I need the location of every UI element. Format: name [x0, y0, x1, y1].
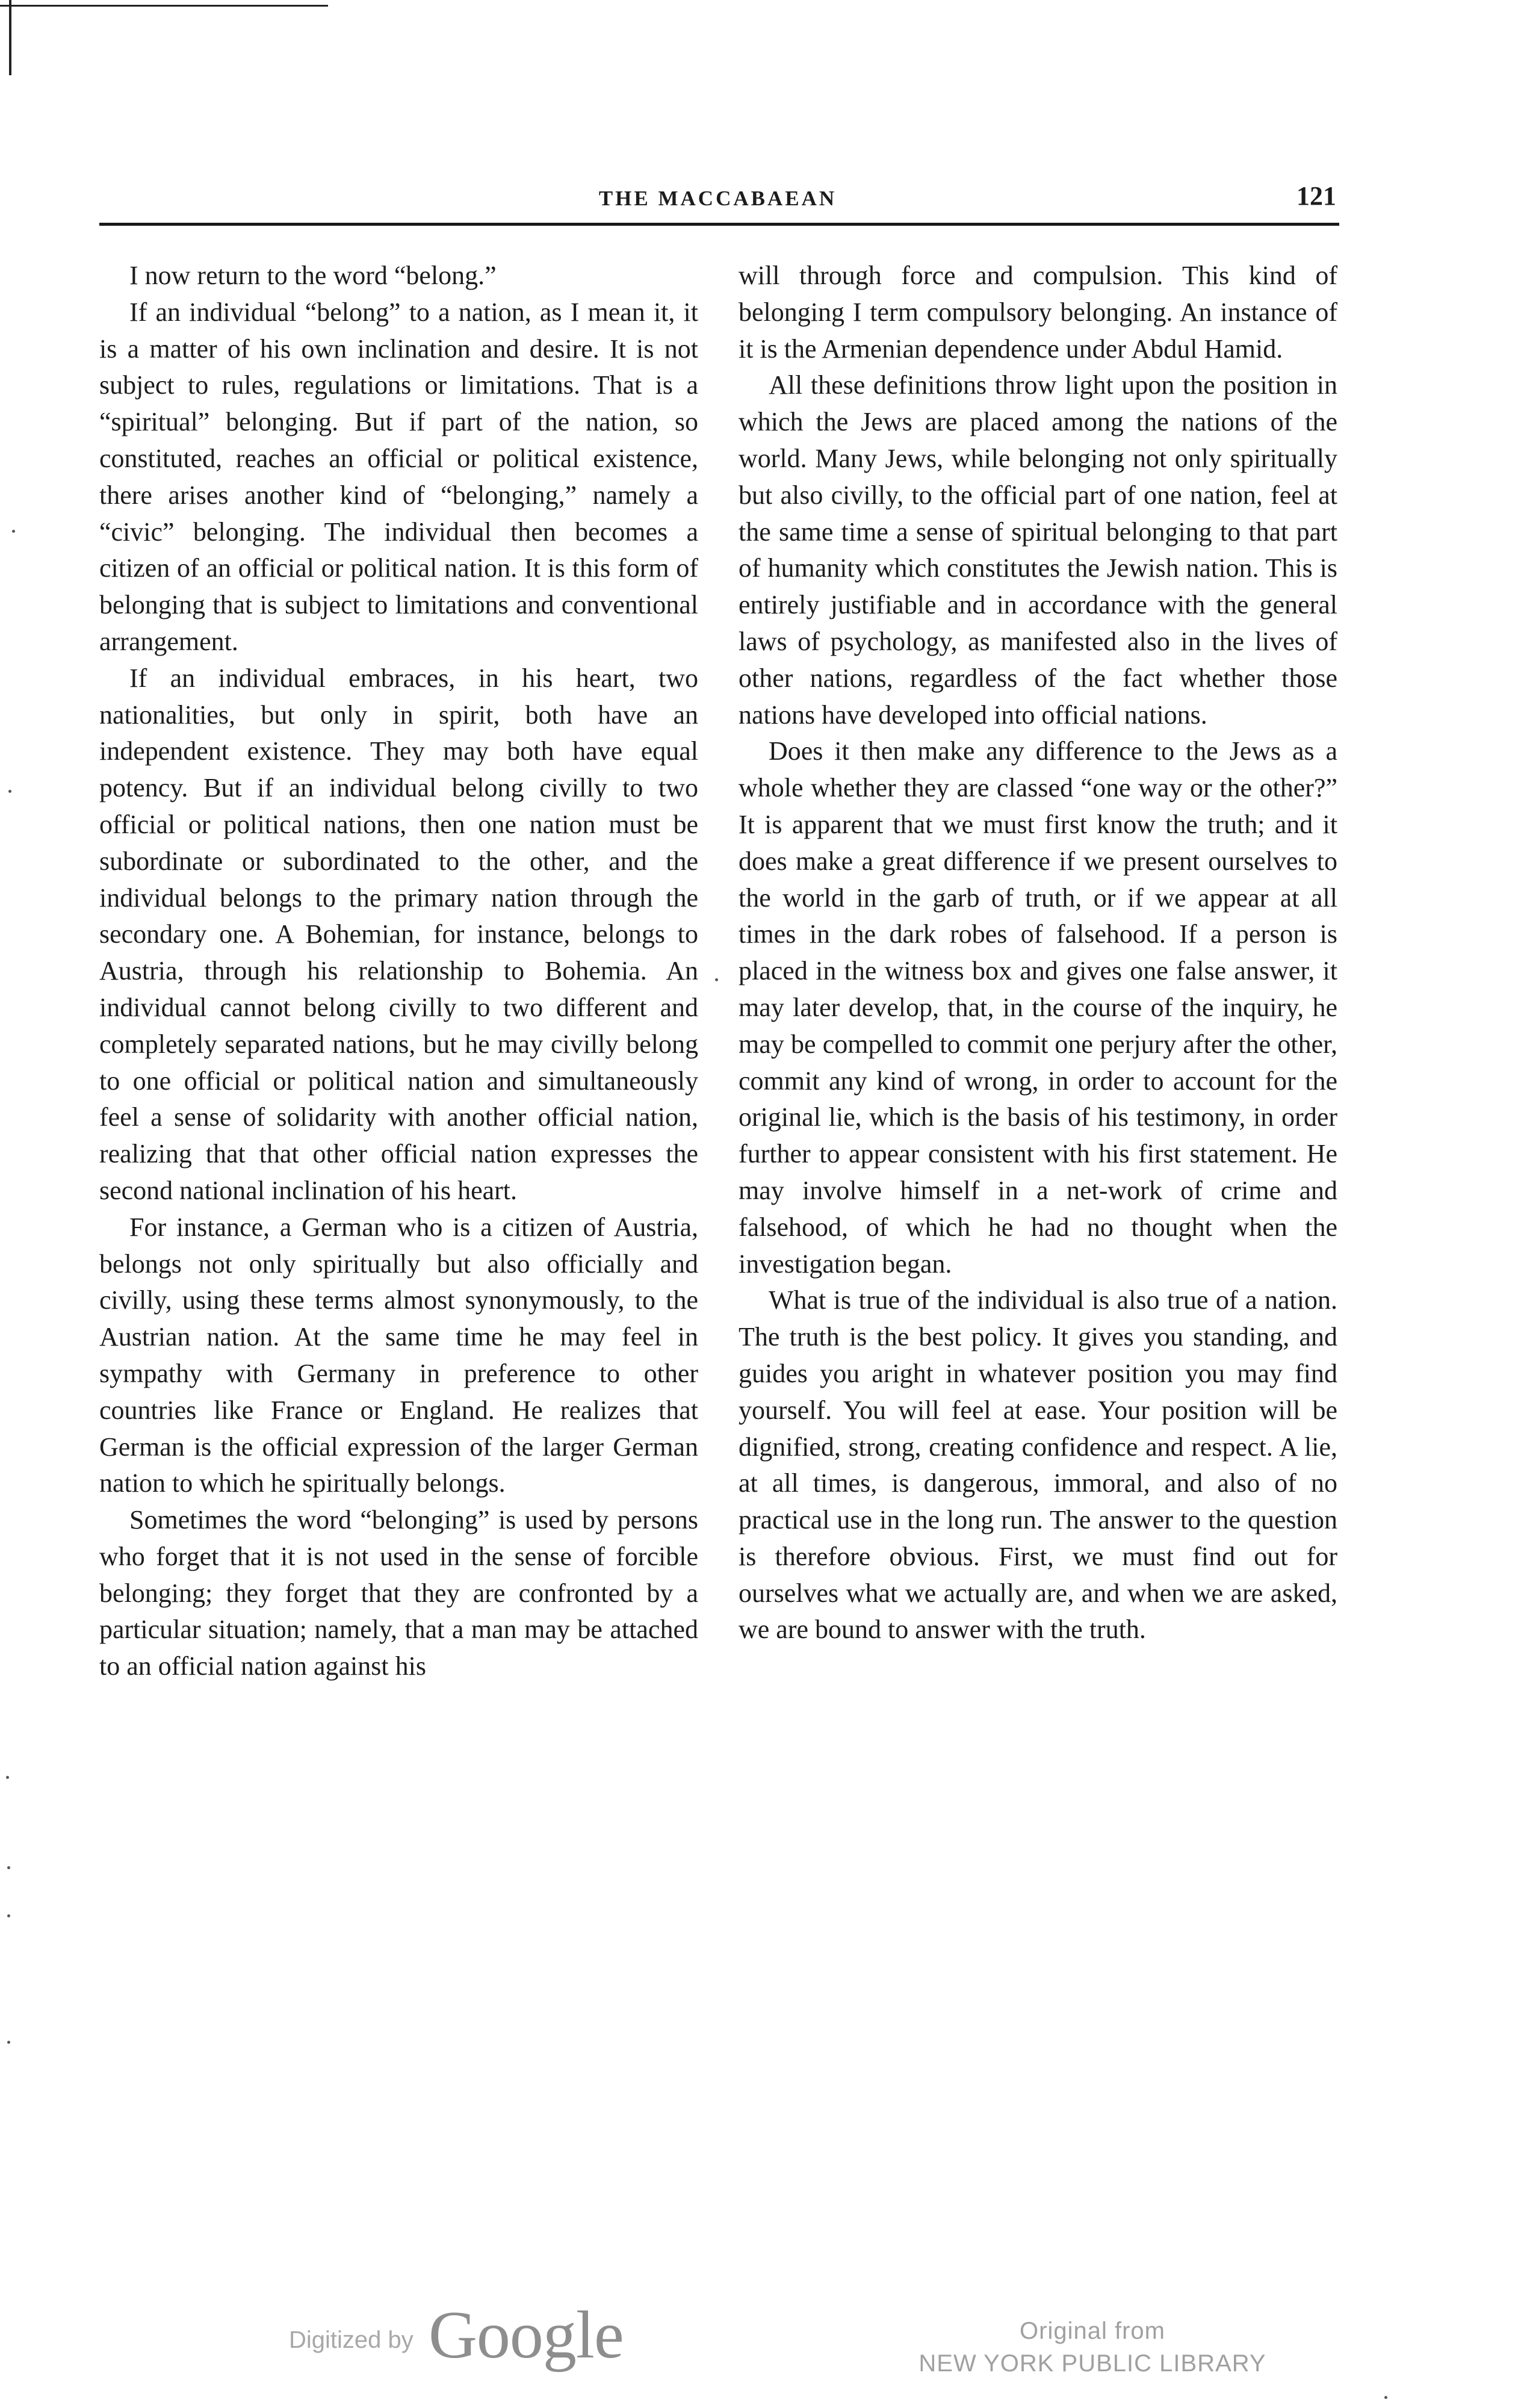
left-column — [99, 258, 698, 1685]
paragraph: All these definitions throw light upon the position in which the Jews are placed among the nations of the world. Many Jews, while belonging not only spiritually but also civilly, to the official part of one nation, feel at the same time a sense of spiritual belonging to that part of humanity which constitutes the Jewish nation. This is entirely justifiable and in accordance with the general laws of psychology, as manifested also in the lives of other nations, regardless of the fact whether those nations have developed into official nations. — [739, 370, 1337, 730]
original-from-label: Original from — [1020, 2318, 1165, 2344]
scan-speck — [7, 1866, 10, 1869]
paragraph: will through force and compulsion. This kind of belonging I term compulsory belonging. An instance of it is the Armenian dependence under Abdul Hamid. — [739, 261, 1337, 364]
right-column — [739, 258, 1337, 1648]
source-library-note — [882, 2315, 1303, 2380]
scan-edge-line — [0, 5, 328, 7]
google-logo: Google — [429, 2298, 624, 2372]
scan-edge-mark — [9, 0, 11, 75]
paragraph: If an individual embraces, in his heart, two nationalities, but only in spirit, both have an independent existence. They may both have equal potency. But if an individual belong civilly to two official or political nations, then one nation must be subordinate or subordinated to the other, and the individual belongs to the primary nation through the secondary one. A Bohemian, for instance, belongs to Austria, through his relationship to Bohemia. An individual cannot belong civilly to two different and completely separated nations, but he may civilly belong to one official or political nation and simultaneously feel a sense of solidarity with another official nation, realizing that that other official nation expresses the second national inclination of his heart. — [99, 663, 698, 1205]
paragraph: I now return to the word “belong.” — [129, 261, 497, 290]
scan-speck — [12, 530, 15, 533]
library-name: NEW YORK PUBLIC LIBRARY — [918, 2350, 1266, 2377]
paragraph: Sometimes the word “belonging” is used by persons who forget that it is not used in the sense of forcible belonging; they forget that they are confronted by a particular situation; namely, that a man may be attached to an official nation against his — [99, 1505, 698, 1681]
scan-speck — [7, 2041, 10, 2044]
page-header — [99, 176, 1336, 209]
header-rule — [99, 223, 1339, 226]
running-head: THE MACCABAEAN — [598, 187, 837, 210]
scan-speck — [8, 790, 11, 793]
scan-speck — [7, 1914, 10, 1917]
digitized-by-label: Digitized by — [289, 2327, 414, 2353]
paragraph: What is true of the individual is also true of a nation. The truth is the best policy. It gives you standing, and guides you aright in whatever position you may find yourself. You will feel at ease. Your position will be dignified, strong, creating confidence and respect. A lie, at all times, is dangerous, immoral, and also of no practical use in the long run. The answer to the question is therefore obvious. First, we must find out for ourselves what we actually are, and when we are asked, we are bound to answer with the truth. — [739, 1285, 1337, 1645]
scan-speck — [715, 978, 718, 981]
paragraph: For instance, a German who is a citizen of Austria, belongs not only spiritually but also officially and civilly, using these terms almost synonymously, to the Austrian nation. At the same time he may feel in sympathy with Germany in preference to other countries like France or England. He realizes that German is the official expression of the larger German nation to which he spiritually belongs. — [99, 1212, 698, 1498]
paragraph: Does it then make any difference to the Jews as a whole whether they are classed “one way or the other?” It is apparent that we must first know the truth; and it does make a great difference if we present ourselves to the world in the garb of truth, or if we appear at all times in the dark robes of falsehood. If a person is placed in the witness box and gives one false answer, it may later develop, that, in the course of the inquiry, he may be compelled to commit one perjury after the other, commit any kind of wrong, in order to account for the original lie, which is the basis of his testimony, in order further to appear consistent with his first statement. He may involve himself in a net-work of crime and falsehood, of which he had no thought when the investigation began. — [739, 736, 1337, 1279]
scan-speck — [6, 1776, 9, 1779]
page-number: 121 — [1296, 181, 1336, 211]
paragraph: If an individual “belong” to a nation, as I mean it, it is a matter of his own inclination and desire. It is not subject to rules, regulations or limitations. That is a “spiritual” belonging. But if part of the nation, so constituted, reaches an official or political existence, there arises another kind of “belonging,” namely a “civic” belonging. The individual then becomes a citizen of an official or political nation. It is this form of belonging that is subject to limitations and conventional arrangement. — [99, 297, 698, 656]
scan-speck — [1384, 2396, 1387, 2399]
